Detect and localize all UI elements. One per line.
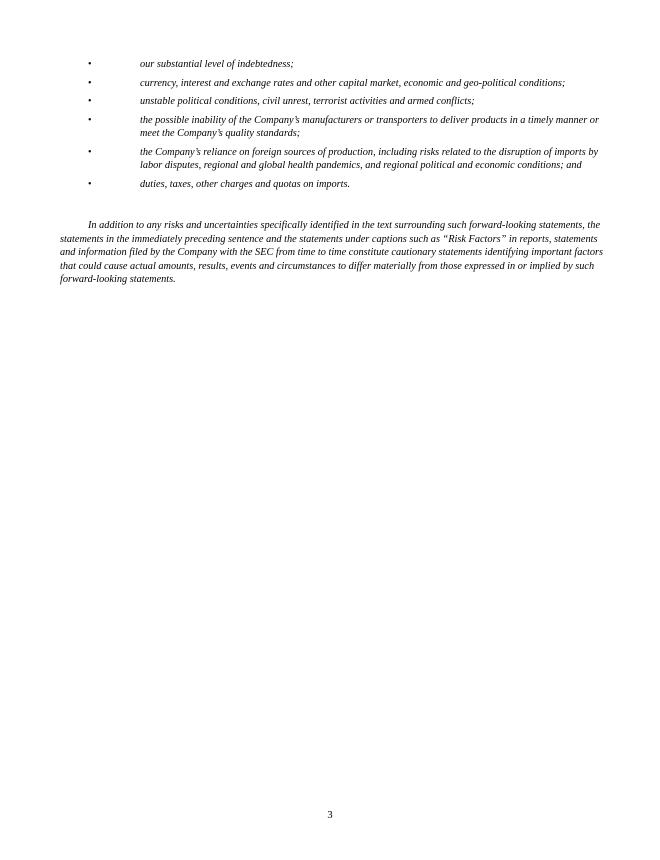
list-item — [60, 178, 605, 192]
list-item-text: our substantial level of indebtedness; — [140, 59, 294, 70]
bullet-icon: • — [88, 96, 92, 107]
list-item — [60, 77, 605, 91]
bullet-icon: • — [88, 77, 92, 89]
bullet-icon: • — [88, 178, 92, 190]
risk-factor-list — [60, 58, 605, 196]
list-item-text: unstable political conditions, civil unrest, terrorist activities and armed conflicts; — [140, 96, 475, 107]
list-item — [60, 114, 605, 141]
list-item — [60, 146, 605, 173]
list-item-text: the possible inability of the Company’s manufacturers or transporters to deliver products in a timely manner or meet the Company’s quality standards; — [140, 114, 599, 139]
bullet-icon: • — [88, 59, 92, 70]
list-item-text: duties, taxes, other charges and quotas on imports. — [140, 178, 351, 190]
list-item-text: the Company’s reliance on foreign sources of production, including risks related to the disruption of imports by labor disputes, regional and global health pandemics, and regional political and economic conditions; and — [140, 146, 599, 171]
list-item-text: currency, interest and exchange rates and other capital market, economic and geo-political conditions; — [140, 77, 566, 89]
closing-paragraph: In addition to any risks and uncertainties specifically identified in the text surrounding such forward-looking statements, the statements in the immediately preceding sentence and the statements under captions such as “Risk Factors” in reports, statements and information filed by the Company with the SEC from time to time constitute cautionary statements identifying important factors that could cause actual amounts, results, events and circumstances to differ materially from those expressed in or implied by such forward-looking statements. — [60, 220, 604, 285]
page-number: 3 — [327, 810, 333, 821]
list-item — [60, 58, 605, 72]
bullet-icon: • — [88, 114, 92, 126]
list-item — [60, 95, 605, 109]
bullet-icon: • — [88, 146, 92, 158]
